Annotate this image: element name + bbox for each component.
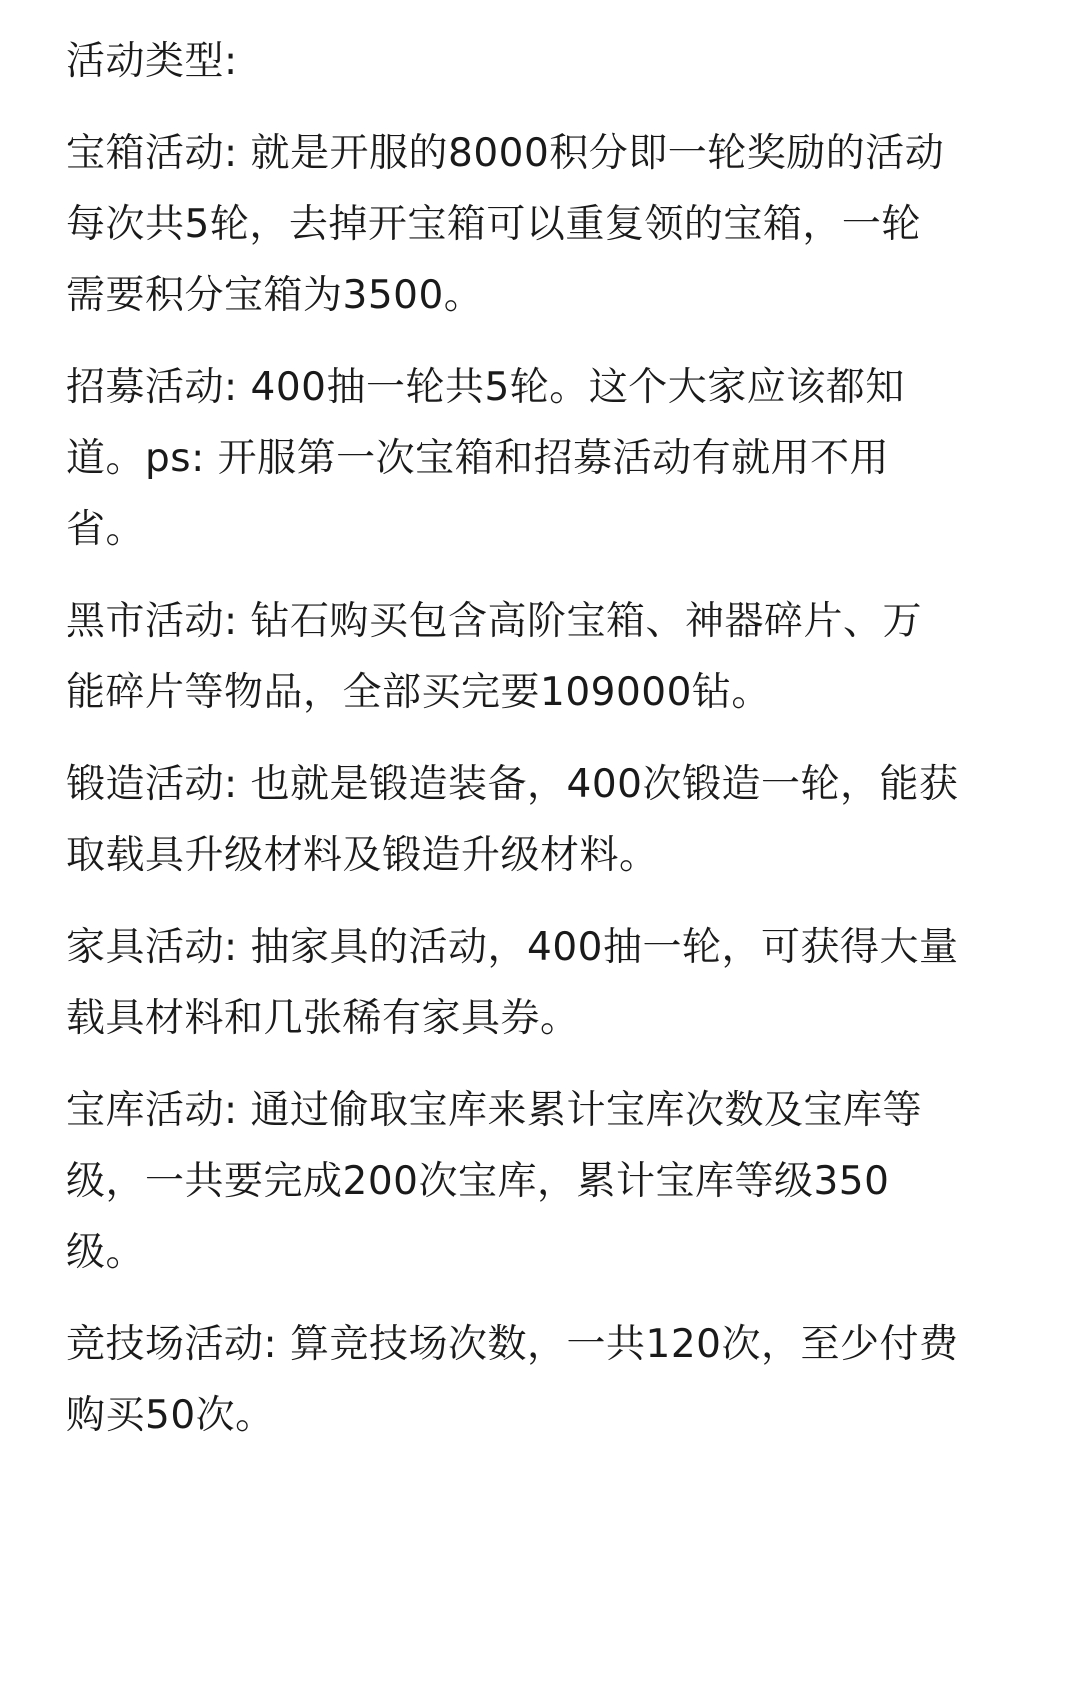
section-recruit xyxy=(66,352,1026,565)
text-line: 宝箱活动: 就是开服的8000积分即一轮奖励的活动 xyxy=(66,131,945,176)
section-furniture xyxy=(66,912,1026,1054)
text-line: 道。ps: 开服第一次宝箱和招募活动有就用不用 xyxy=(66,436,890,481)
text-line: 取载具升级材料及锻造升级材料。 xyxy=(66,833,659,878)
text-line: 省。 xyxy=(66,507,146,552)
section-treasure-chest xyxy=(66,118,1026,331)
text-line: 宝库活动: 通过偷取宝库来累计宝库次数及宝库等 xyxy=(66,1088,923,1133)
text-line: 级。 xyxy=(66,1230,146,1275)
text-line: 竞技场活动: 算竞技场次数，一共120次，至少付费 xyxy=(66,1322,959,1367)
text-line: 级，一共要完成200次宝库，累计宝库等级350 xyxy=(66,1159,890,1204)
text-line: 需要积分宝箱为3500。 xyxy=(66,273,484,318)
section-arena xyxy=(66,1309,1026,1451)
text-line: 每次共5轮，去掉开宝箱可以重复领的宝箱，一轮 xyxy=(66,202,921,247)
section-black-market xyxy=(66,586,1026,728)
section-forge xyxy=(66,749,1026,891)
text-line: 招募活动: 400抽一轮共5轮。这个大家应该都知 xyxy=(66,365,905,410)
page-heading: 活动类型: xyxy=(66,39,238,84)
text-line: 能碎片等物品，全部买完要109000钻。 xyxy=(66,670,771,715)
heading-block xyxy=(66,26,1026,97)
text-line: 购买50次。 xyxy=(66,1393,275,1438)
section-vault xyxy=(66,1075,1026,1288)
text-line: 载具材料和几张稀有家具券。 xyxy=(66,996,580,1041)
text-line: 家具活动: 抽家具的活动，400抽一轮，可获得大量 xyxy=(66,925,959,970)
text-line: 锻造活动: 也就是锻造装备，400次锻造一轮，能获 xyxy=(66,762,959,807)
article-body xyxy=(66,26,1026,1472)
text-line: 黑市活动: 钻石购买包含高阶宝箱、神器碎片、万 xyxy=(66,599,923,644)
